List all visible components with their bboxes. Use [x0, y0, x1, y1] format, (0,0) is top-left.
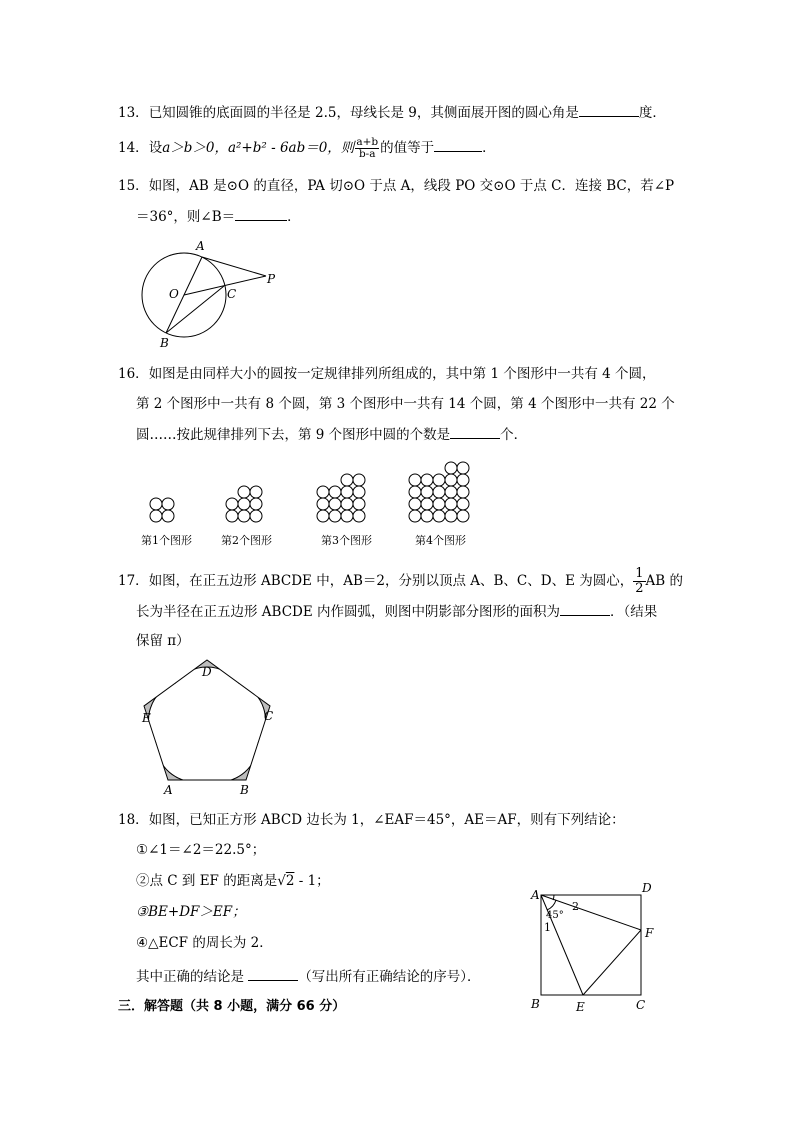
q17-fraction [633, 567, 645, 596]
pattern-4-circle [445, 486, 457, 498]
question-18-line-1 [118, 810, 625, 830]
question-15-line-1 [118, 176, 674, 196]
pattern-1-circle [162, 498, 174, 510]
label-b: B [240, 783, 249, 797]
pattern-4-circle [457, 474, 469, 486]
pattern-4-circle [421, 486, 433, 498]
q17-line-1: 如图，在正五边形 ABCDE 中，AB＝2，分别以顶点 A、B、C、D、E 为圆心， [148, 573, 634, 589]
q14-pre: 设 [148, 140, 163, 156]
pattern-1-circle [150, 498, 162, 510]
q15-answer-blank[interactable] [235, 206, 287, 221]
label-e: E [576, 1000, 585, 1014]
pattern-2-circle [238, 486, 250, 498]
q18-line-1: 如图，已知正方形 ABCD 边长为 1，∠EAF＝45°，AE＝AF，则有下列结论： [148, 812, 625, 828]
pattern-3-circle [341, 474, 353, 486]
label-e: E [142, 711, 151, 725]
pattern-2-circle [238, 510, 250, 522]
q18-c2-end: - 1； [294, 873, 330, 889]
q16-end: 个． [500, 427, 528, 443]
circle-pattern-group [150, 462, 469, 522]
q14-end: ． [482, 140, 496, 156]
pattern-4-circle [409, 498, 421, 510]
pattern-3-circle [353, 474, 365, 486]
pattern-3-circle [329, 486, 341, 498]
pattern-4-circle [445, 498, 457, 510]
label-c: C [227, 287, 237, 301]
pattern-3-circle [341, 486, 353, 498]
pattern-4-circle [457, 486, 469, 498]
q17-line-3: 保留 π） [136, 633, 190, 649]
pattern-1-circle [162, 510, 174, 522]
q17-line-1-end: AB 的 [645, 573, 683, 589]
sqrt-symbol: √ [277, 873, 286, 889]
pattern-2-circle [250, 510, 262, 522]
pattern-3-circle [317, 510, 329, 522]
pattern-4-circle [409, 486, 421, 498]
question-17-line-2 [136, 601, 657, 622]
question-14 [118, 137, 496, 160]
pattern-4-circle [433, 474, 445, 486]
pattern-2-circle [250, 486, 262, 498]
pattern-4-circle [457, 498, 469, 510]
q17-number: 17． [118, 573, 149, 589]
pattern-3-circle [353, 486, 365, 498]
pattern-3-circle [353, 510, 365, 522]
q17-frac-den: 2 [635, 581, 644, 596]
pattern-2-circle [226, 510, 238, 522]
q13-answer-blank[interactable] [579, 102, 639, 117]
q16-line-3: 圆……按此规律排列下去，第 9 个图形中圆的个数是 [136, 427, 451, 443]
q15-line-1: 如图，AB 是⊙O 的直径，PA 切⊙O 于点 A，线段 PO 交⊙O 于点 C．连接 BC，若∠P [148, 178, 675, 194]
pattern-4-circle [457, 462, 469, 474]
q14-answer-blank[interactable] [434, 137, 482, 152]
q14-frac-den: b-a [358, 148, 376, 160]
q13-text: 已知圆锥的底面圆的半径是 2.5，母线长是 9，其侧面展开图的圆心角是 [148, 105, 579, 121]
label-d: D [642, 881, 652, 895]
pattern-4-circle [445, 474, 457, 486]
q14-frac-num: a+b [356, 136, 379, 148]
q17-line-2: 长为半径在正五边形 ABCDE 内作圆弧，则图中阴影部分图形的面积为 [136, 604, 561, 620]
pattern-3-circle [329, 498, 341, 510]
pattern-3-circle [341, 498, 353, 510]
question-16-line-3 [136, 424, 527, 445]
q14-condition-1: a＞b＞0， [162, 140, 228, 156]
angle-arc-eaf [547, 900, 556, 910]
label-f: F [645, 926, 654, 940]
q18-square-figure [526, 881, 666, 1019]
question-17-line-3 [136, 631, 190, 651]
label-angle-2: 2 [572, 900, 579, 913]
q16-number: 16． [118, 366, 149, 382]
question-15-line-2 [136, 206, 301, 227]
pattern-3-circle [329, 510, 341, 522]
q14-post: 的值等于 [380, 140, 435, 156]
pattern-4-circle [445, 462, 457, 474]
q18-conclusion-2 [136, 871, 330, 891]
segment-po [184, 276, 266, 295]
section-3-heading: 三．解答题（共 8 小题，满分 66 分） [118, 999, 346, 1014]
pattern-4-circle [433, 498, 445, 510]
q17-line-2-end: ．（结果 [610, 604, 658, 620]
q15-end: ． [287, 209, 301, 225]
pattern-4-circle [409, 510, 421, 522]
q18-conclusion-3: ③BE+DF＞EF； [136, 904, 246, 920]
label-c: C [636, 998, 646, 1012]
q16-caption-1: 第1个图形 [141, 534, 192, 547]
q13-number: 13． [118, 105, 149, 121]
q16-line-2: 第 2 个图形中一共有 8 个圆，第 3 个图形中一共有 14 个圆，第 4 个图形中一共有 22 个 [136, 396, 675, 412]
question-16-line-1 [118, 364, 656, 384]
label-d: D [202, 665, 212, 679]
q17-pentagon-figure [138, 662, 298, 802]
q16-caption-3: 第3个图形 [321, 534, 372, 547]
pattern-3-circle [317, 486, 329, 498]
q18-conclusion-1: ①∠1＝∠2＝22.5°； [136, 842, 266, 858]
pattern-4-circle [433, 486, 445, 498]
q18-c2-radicand: 2 [285, 873, 295, 889]
segment-ef [583, 930, 641, 995]
pattern-4-circle [409, 474, 421, 486]
pattern-2-circle [238, 498, 250, 510]
q14-condition-2: a²+b² - 6ab＝0，则 [227, 140, 355, 156]
q16-line-1: 如图是由同样大小的圆按一定规律排列所组成的，其中第 1 个图形中一共有 4 个圆， [148, 366, 656, 382]
label-b: B [160, 336, 169, 350]
question-13 [118, 102, 666, 123]
q15-line-2: ＝36°，则∠B＝ [136, 209, 236, 225]
q17-frac-num: 1 [635, 566, 644, 581]
label-p: P [267, 272, 276, 286]
question-17-line-1 [118, 567, 683, 596]
q14-number: 14． [118, 140, 149, 156]
label-angle-1: 1 [544, 921, 551, 934]
q14-fraction [355, 137, 379, 160]
label-c: C [264, 709, 274, 723]
pattern-1-circle [150, 510, 162, 522]
label-b: B [531, 997, 540, 1011]
q18-answer-blank[interactable] [248, 966, 298, 981]
q18-c2-text: ②点 C 到 EF 的距离是 [136, 873, 278, 889]
q18-ask-end: （写出所有正确结论的序号）． [298, 969, 481, 985]
q18-ask-text: 其中正确的结论是 [136, 969, 244, 985]
pattern-4-circle [421, 498, 433, 510]
question-16-line-2 [136, 394, 675, 414]
label-45-degrees: 45° [546, 910, 564, 921]
pattern-4-circle [421, 474, 433, 486]
pattern-3-circle [317, 498, 329, 510]
label-a: A [531, 888, 540, 902]
q15-circle-figure [136, 238, 296, 353]
q16-answer-blank[interactable] [450, 424, 500, 439]
pattern-4-circle [445, 510, 457, 522]
q16-circle-patterns [140, 456, 490, 526]
pattern-4-circle [457, 510, 469, 522]
pattern-3-circle [353, 498, 365, 510]
tangent-pa [202, 257, 266, 276]
pattern-4-circle [433, 510, 445, 522]
q13-unit: 度． [638, 105, 666, 121]
q18-conclusion-4: ④△ECF 的周长为 2． [136, 935, 273, 951]
q18-number: 18． [118, 812, 149, 828]
q16-caption-4: 第4个图形 [415, 534, 466, 547]
pattern-3-circle [341, 510, 353, 522]
pattern-2-circle [250, 498, 262, 510]
q18-ask [136, 966, 481, 987]
inner-white-region [149, 667, 266, 782]
q15-number: 15． [118, 178, 149, 194]
q17-answer-blank[interactable] [560, 601, 610, 616]
pattern-4-circle [421, 510, 433, 522]
label-o: O [169, 287, 179, 301]
pattern-2-circle [226, 498, 238, 510]
label-a: A [196, 239, 205, 253]
label-a: A [164, 783, 173, 797]
q16-caption-2: 第2个图形 [221, 534, 272, 547]
